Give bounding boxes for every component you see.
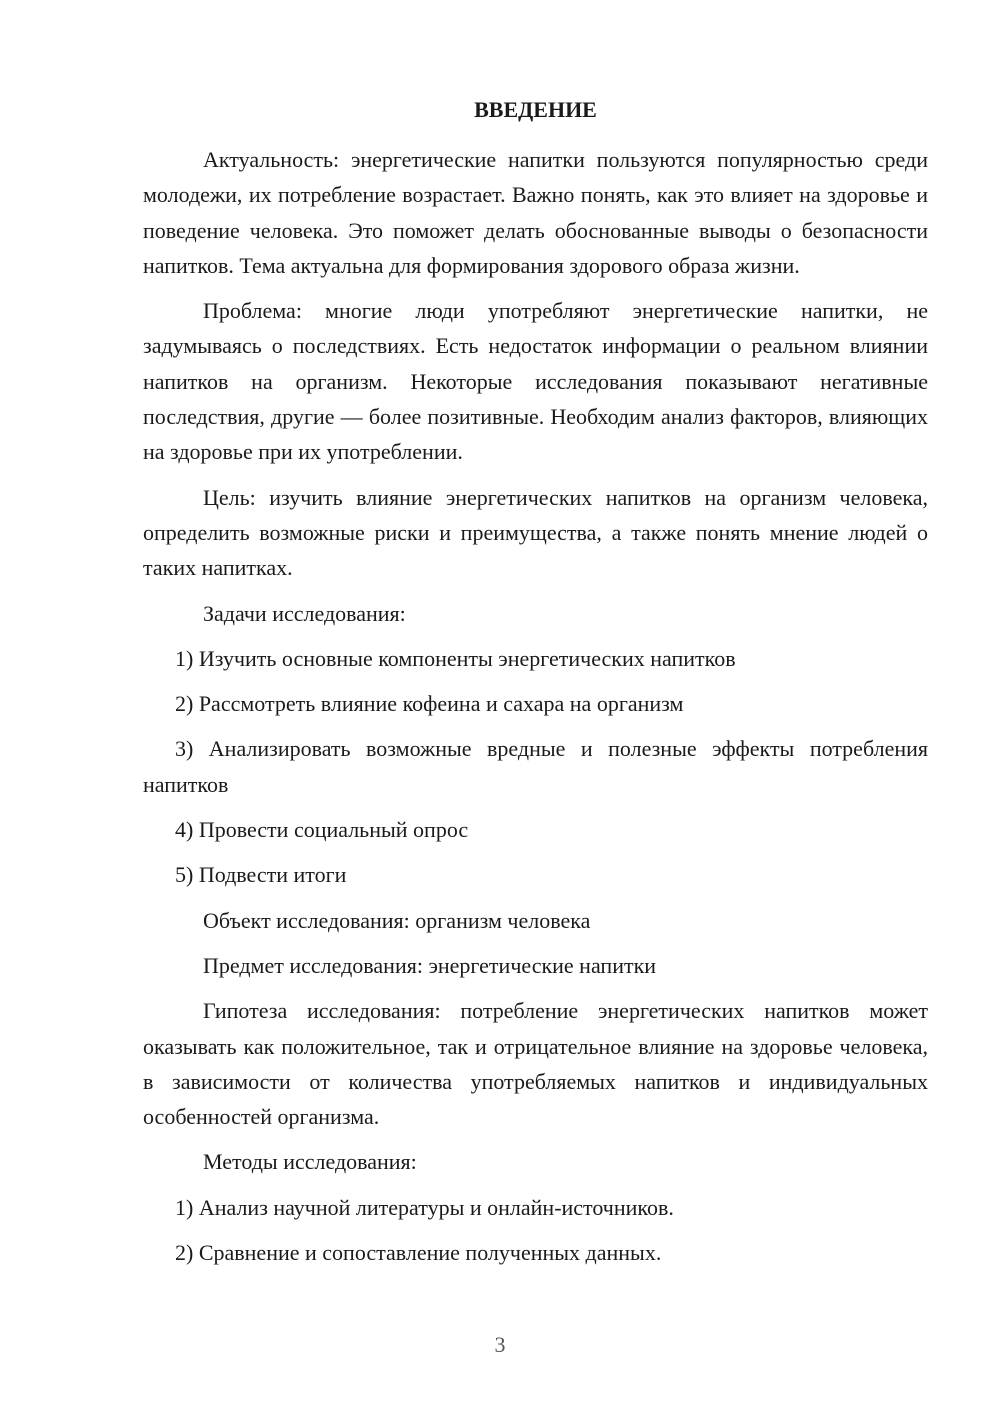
subject-line: Предмет исследования: энергетические напитки	[203, 952, 657, 978]
task-item: 3) Анализировать возможные вредные и полезные эффекты потребления напитков	[143, 736, 928, 797]
method-item: 2) Сравнение и сопоставление полученных данных.	[175, 1240, 662, 1266]
task-item: 1) Изучить основные компоненты энергетических напитков	[175, 645, 736, 671]
section-title: ВВЕДЕНИЕ	[474, 97, 597, 122]
method-item: 1) Анализ научной литературы и онлайн-источников.	[175, 1194, 674, 1220]
goal-paragraph: Цель: изучить влияние энергетических напитков на организм человека, определить возможные риски и преимущества, а также понять мнение людей о таких напитках.	[143, 484, 928, 581]
task-item: 5) Подвести итоги	[175, 862, 347, 888]
document-page	[143, 92, 928, 1280]
hypothesis-paragraph: Гипотеза исследования: потребление энергетических напитков может оказывать как положительное, так и отрицательное влияние на здоровье человека, в зависимости от количества употребляемых напитков и индивидуальных особенностей организма.	[143, 998, 928, 1130]
task-item: 4) Провести социальный опрос	[175, 817, 469, 843]
object-line: Объект исследования: организм человека	[203, 907, 591, 933]
page-number: 3	[494, 1332, 506, 1357]
tasks-heading: Задачи исследования:	[203, 600, 406, 626]
methods-heading: Методы исследования:	[203, 1149, 417, 1175]
relevance-paragraph: Актуальность: энергетические напитки пользуются популярностью среди молодежи, их потребление возрастает. Важно понять, как это влияет на здоровье и поведение человека. Это поможет делать обоснованные выводы о безопасности напитков. Тема актуальна для формирования здорового образа жизни.	[143, 147, 928, 278]
problem-paragraph: Проблема: многие люди употребляют энергетические напитки, не задумываясь о последствиях. Есть недостаток информации о реальном влиянии напитков на организм. Некоторые исследования показывают негативные последствия, другие — более позитивные. Необходим анализ факторов, влияющих на здоровье при их употреблении.	[143, 298, 928, 465]
task-item: 2) Рассмотреть влияние кофеина и сахара на организм	[175, 691, 684, 717]
